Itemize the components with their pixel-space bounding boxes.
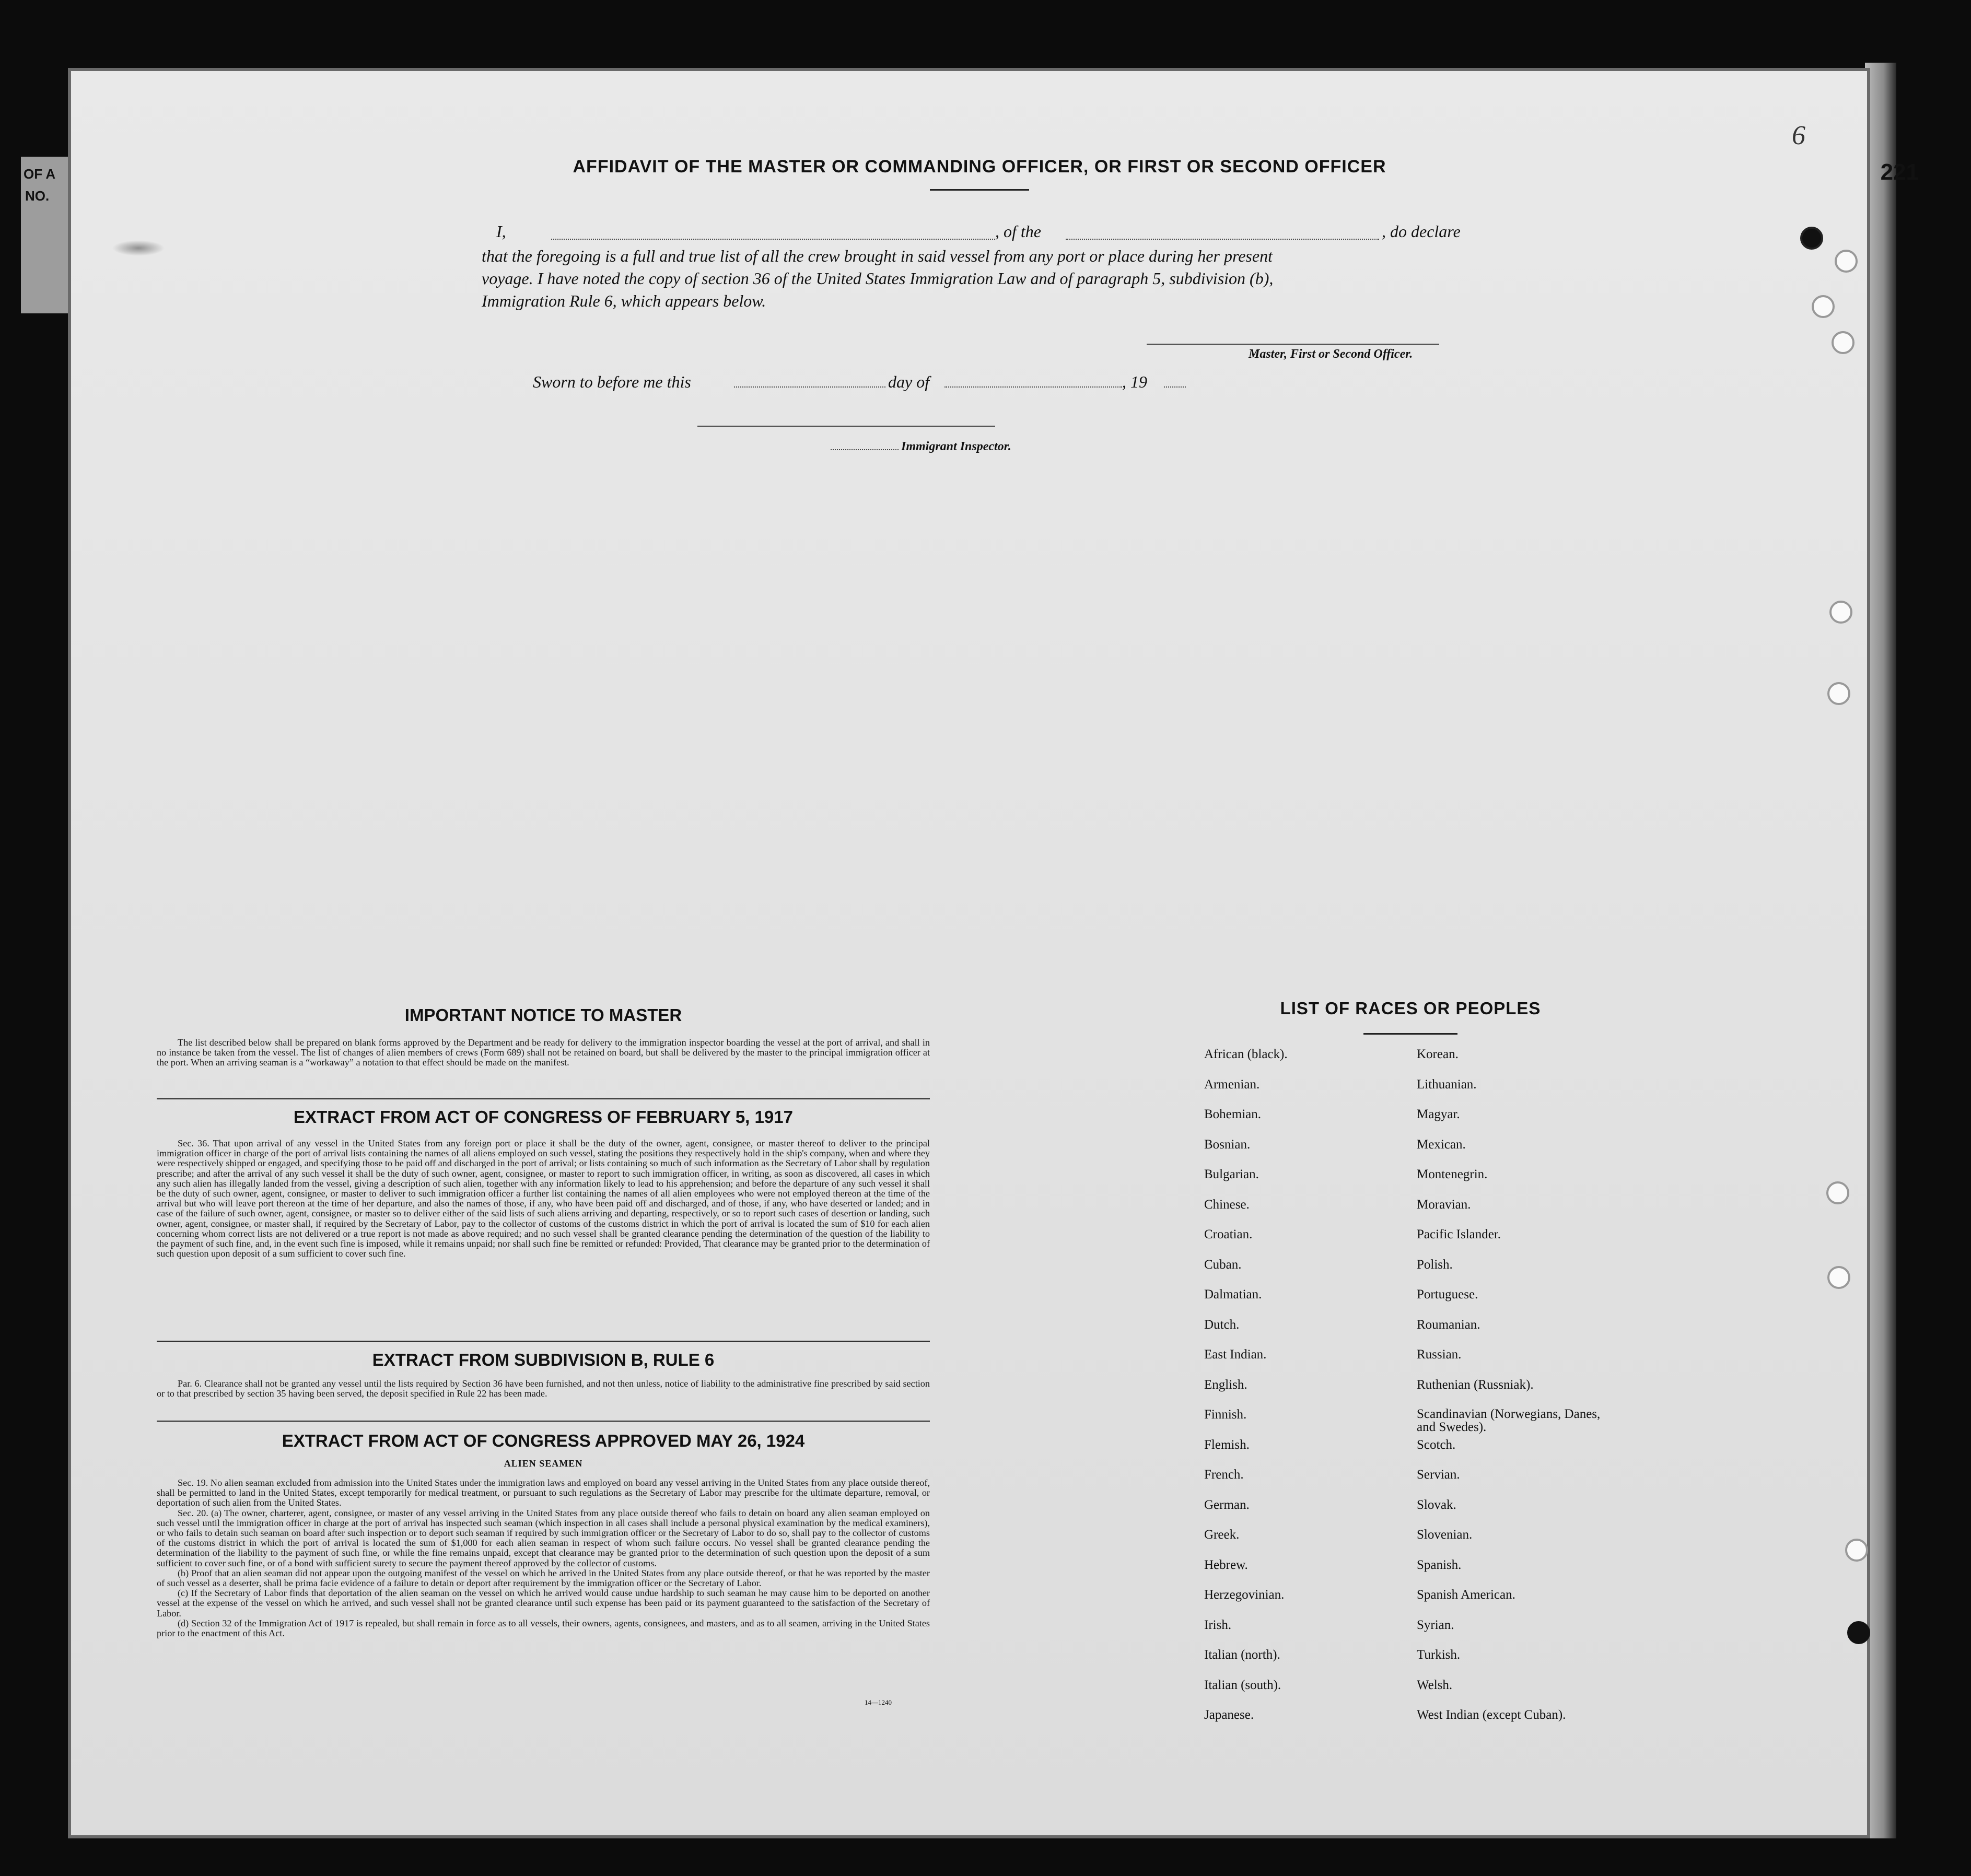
section-divider	[157, 1341, 930, 1342]
section-divider	[157, 1098, 930, 1099]
act-1924-body	[157, 1478, 930, 1638]
sheet-number: 221	[1880, 159, 1919, 185]
race-item: Scotch.	[1417, 1437, 1456, 1452]
year-blank	[1164, 386, 1186, 388]
punch-hole	[1832, 331, 1855, 354]
race-item: Spanish American.	[1417, 1588, 1515, 1602]
race-item: Montenegrin.	[1417, 1167, 1488, 1181]
race-item: East Indian.	[1204, 1347, 1267, 1362]
act-1924-sec-20d: (d) Section 32 of the Immigration Act of 1917 is repealed, but shall remain in force as to all vessels, their owners, agents, consignees, and masters, and as to all seamen, arriving in the United States prior to the enactment of this Act.	[157, 1617, 930, 1639]
notice-body: The list described below shall be prepared on blank forms approved by the Department and be ready for delivery to the immigration inspector boarding the vessel at the port of arrival, and shall in no instance be taken from the vessel. The list of changes of alien members of crews (Form 689) shall not be retained on board, but shall be delivered by the master to the principal immigration officer at the port. When an arriving seaman is a “workaway” a notation to that effect should be made on the manifest.	[157, 1037, 930, 1068]
signature-line	[1147, 344, 1439, 345]
stamp-smudge	[112, 240, 165, 256]
race-item: Chinese.	[1204, 1197, 1250, 1212]
rule-6-body: Par. 6. Clearance shall not be granted any vessel until the lists required by Section 36 have been furnished, and not then unless, notice of liability to the administrative fine prescribed by said section or to that prescribed by section 35 having been served, the deposit specified in Rule 22 has been made.	[157, 1378, 930, 1399]
affidavit-i: I,	[496, 222, 506, 241]
pencil-mark: 6	[1792, 121, 1805, 150]
race-item: Bohemian.	[1204, 1107, 1262, 1121]
race-item: Greek.	[1204, 1528, 1240, 1542]
inspector-dots	[831, 449, 899, 450]
punch-hole	[1829, 601, 1852, 624]
race-item: West Indian (except Cuban).	[1417, 1708, 1566, 1722]
races-right-column	[1417, 1047, 1615, 1738]
race-item: Portuguese.	[1417, 1287, 1478, 1302]
affidavit-line-2: that the foregoing is a full and true list of all the crew brought in said vessel from any port or place during her present	[482, 247, 1273, 265]
race-item: Syrian.	[1417, 1617, 1454, 1632]
act-1917-title: EXTRACT FROM ACT OF CONGRESS OF FEBRUARY 5, 1917	[294, 1107, 793, 1127]
race-item: Russian.	[1417, 1347, 1462, 1362]
race-item: Servian.	[1417, 1468, 1460, 1482]
race-item: Cuban.	[1204, 1257, 1242, 1272]
race-item: Ruthenian (Russniak).	[1417, 1377, 1534, 1392]
margin-label-of-a: OF A	[24, 166, 56, 182]
position-blank	[1066, 239, 1379, 240]
margin-label-no: NO.	[25, 188, 50, 204]
race-item: Bulgarian.	[1204, 1167, 1259, 1181]
race-item: Bosnian.	[1204, 1137, 1251, 1152]
race-item: Lithuanian.	[1417, 1077, 1477, 1092]
act-1924-sec-20a: Sec. 20. (a) The owner, charterer, agent, consignee, or master of any vessel arriving in the United States from any place outside thereof who fails to detain on board any alien seaman employed on such vessel until the immigration officer in charge at the port of arrival has inspected such seaman (which inspection in all cases shall include a personal physical examination by the medical examiners), or who fails to detain such seaman on board after such inspection or to deport such seaman if required by such immigration officer or the Secretary of Labor to do so, shall pay to the collector of customs of the customs district in which the port of arrival is located the sum of $1,000 for each alien seaman in respect of whom such failure occurs. No vessel shall be granted clearance pending the determination of the liability to the payment of such fine, or while the fine remains unpaid, except that clearance may be granted prior to the determination of such question upon the deposit of a sum sufficient to cover such fine, or of a bond with sufficient surety to secure the payment thereof approved by the collector of customs.	[157, 1507, 930, 1568]
race-item: Croatian.	[1204, 1227, 1253, 1241]
race-item: German.	[1204, 1497, 1250, 1512]
punch-hole	[1827, 1266, 1850, 1289]
punch-hole	[1845, 1539, 1868, 1562]
race-item: Mexican.	[1417, 1137, 1466, 1152]
act-1917-body: Sec. 36. That upon arrival of any vessel in the United States from any foreign port or place it shall be the duty of the owner, agent, consignee, or master thereof to deliver to the principal immigration officer in charge of the port of arrival lists containing the names of all aliens employed on such vessel, stating the positions they respectively hold in the ship's company, when and where they were respectively shipped or engaged, and specifying those to be paid off and discharged in the port of arrival; or lists containing so much of such information as the Secretary of Labor shall by regulation prescribe; and after the arrival of any such vessel it shall be the duty of such owner, agent, consignee, or master to report to such immigration officer, in writing, as soon as discovered, all cases in which any such alien has illegally landed from the vessel, giving a description of such alien, together with any information likely to lead to his apprehension; and before the departure of any such vessel it shall be the duty of such owner, agent, consignee, or master to deliver to such immigration officer a further list containing the names of all alien employees who were not employed thereon at the time of the arrival but who will leave port thereon at the time of her departure, and also the names of those, if any, who have been paid off and discharged, and of those, if any, who have deserted or landed; and in case of the failure of such owner, agent, consignee, or master so to deliver either of the said lists of such aliens arriving and departing, respectively, or so to report such cases of desertion or landing, such owner, agent, consignee, or master shall, if required by the Secretary of Labor, pay to the collector of customs of the customs district in which the port of arrival is located the sum of $10 for each alien concerning whom correct lists are not delivered or a true report is not made as above required; and no such vessel shall be granted clearance pending the determination of the question of the liability to the payment of such fine, and, in the event such fine is imposed, while it remains unpaid; nor shall such fine be remitted or refunded: Provided, That clearance may be granted prior to the determination of such question upon deposit of a sum sufficient to cover such fine.	[157, 1138, 930, 1259]
race-item: Italian (north).	[1204, 1648, 1280, 1662]
punch-hole	[1800, 227, 1823, 250]
race-item: Japanese.	[1204, 1708, 1254, 1722]
race-item: Hebrew.	[1204, 1557, 1248, 1572]
title-rule	[930, 189, 1029, 191]
race-item: Spanish.	[1417, 1557, 1462, 1572]
race-item: Armenian.	[1204, 1077, 1260, 1092]
race-item: Korean.	[1417, 1047, 1459, 1061]
race-item: Dalmatian.	[1204, 1287, 1262, 1302]
punch-hole	[1835, 250, 1858, 273]
signature-caption: Master, First or Second Officer.	[1249, 347, 1413, 361]
punch-hole	[1827, 682, 1850, 705]
race-item: Scandinavian (Norwegians, Danes, and Swedes).	[1417, 1407, 1601, 1434]
affidavit-title: AFFIDAVIT OF THE MASTER OR COMMANDING OFFICER, OR FIRST OR SECOND OFFICER	[573, 157, 1386, 177]
race-item: French.	[1204, 1468, 1244, 1482]
races-title: LIST OF RACES OR PEOPLES	[1280, 999, 1541, 1018]
race-item: Flemish.	[1204, 1437, 1250, 1452]
race-item: Slovenian.	[1417, 1528, 1473, 1542]
inspector-signature-line	[697, 426, 995, 427]
rule-6-title: EXTRACT FROM SUBDIVISION B, RULE 6	[372, 1350, 715, 1369]
inspector-caption: Immigrant Inspector.	[901, 440, 1011, 453]
race-item: Welsh.	[1417, 1678, 1453, 1692]
races-left-column	[1204, 1047, 1288, 1738]
race-item: English.	[1204, 1377, 1247, 1392]
sworn-day-blank	[734, 386, 885, 388]
race-item: Magyar.	[1417, 1107, 1460, 1121]
act-1924-sec-20c: (c) If the Secretary of Labor finds that deportation of the alien seaman on the vessel on which he arrived would cause undue hardship to such seaman he may cause him to be deported on another vessel at the expense of the vessel on which he arrived, and such vessel shall not be granted clearance until such expense has been paid or its payment guaranteed to the satisfaction of the Secretary of Labor.	[157, 1588, 930, 1619]
race-item: Finnish.	[1204, 1408, 1247, 1422]
race-item: Italian (south).	[1204, 1678, 1281, 1692]
race-item: Dutch.	[1204, 1317, 1240, 1332]
race-item: Polish.	[1417, 1257, 1453, 1272]
race-item: African (black).	[1204, 1047, 1288, 1061]
race-item: Moravian.	[1417, 1197, 1471, 1212]
race-item: Slovak.	[1417, 1497, 1456, 1512]
name-blank	[551, 239, 995, 240]
races-title-rule	[1363, 1033, 1457, 1035]
section-divider	[157, 1421, 930, 1422]
act-1924-sec-20b: (b) Proof that an alien seaman did not appear upon the outgoing manifest of the vessel on which he arrived in the United States from any place outside thereof, or that he was reported by the master of such vessel as a deserter, shall be prima facie evidence of a failure to detain or deport after requirement by the immigration officer or the Secretary of Labor.	[157, 1567, 930, 1589]
affidavit-of-the: , of the	[995, 222, 1041, 241]
punch-hole	[1812, 295, 1835, 318]
act-1924-sec-19: Sec. 19. No alien seaman excluded from admission into the United States under the immigration laws and employed on board any vessel arriving in the United States from any place outside thereof, shall be permitted to land in the United States, except temporarily for medical treatment, or pursuant to such regulations as the Secretary of Labor may prescribe for the ultimate departure, removal, or deportation of such alien from the United States.	[157, 1478, 930, 1508]
race-item: Turkish.	[1417, 1648, 1461, 1662]
affidavit-line-3: voyage. I have noted the copy of section 36 of the United States Immigration Law and of paragraph 5, subdivision (b),	[482, 269, 1274, 288]
race-item: Irish.	[1204, 1617, 1232, 1632]
notice-title: IMPORTANT NOTICE TO MASTER	[404, 1005, 682, 1025]
race-item: Pacific Islander.	[1417, 1227, 1501, 1241]
sworn-month-blank	[944, 386, 1122, 388]
punch-hole	[1826, 1181, 1849, 1204]
affidavit-do-declare: , do declare	[1382, 222, 1461, 241]
act-1924-title: EXTRACT FROM ACT OF CONGRESS APPROVED MAY 26, 1924	[282, 1431, 805, 1450]
sworn-label: Sworn to before me this	[533, 372, 691, 391]
race-item: Roumanian.	[1417, 1317, 1480, 1332]
punch-hole	[1847, 1621, 1870, 1644]
act-1924-subtitle: ALIEN SEAMEN	[504, 1458, 583, 1469]
year-label: , 19	[1122, 372, 1147, 391]
form-number: 14—1240	[865, 1698, 892, 1706]
race-item: Herzegovinian.	[1204, 1588, 1285, 1602]
affidavit-line-4: Immigration Rule 6, which appears below.	[482, 291, 766, 310]
day-of-label: day of	[888, 372, 930, 391]
